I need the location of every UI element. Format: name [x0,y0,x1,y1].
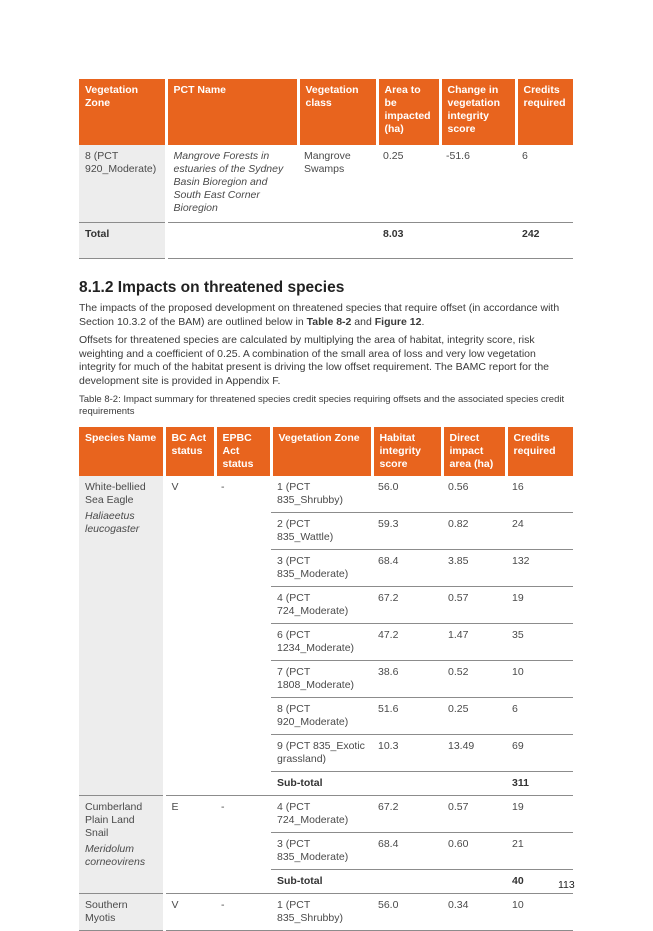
column-header: Vegetation Zone [79,79,166,145]
integrity-score-cell: 68.4 [372,550,442,587]
table-caption: Table 8-2: Impact summary for threatened species credit species requiring offsets and the associated species credit requirements [79,394,565,417]
vegetation-zone-cell: 3 (PCT 835_Moderate) [271,833,372,870]
offsets-paragraph: Offsets for threatened species are calculated by multiplying the area of habitat, integrity score, risk weighting and a coefficient of 0.25. A combination of the small area of loss and very low vegetation integrity for much of the habitat present is driving the low offset requirement. The BAMC report for the development site is provided in Appendix F. [79,334,550,387]
vegetation-zone-cell: 2 (PCT 835_Wattle) [271,513,372,550]
integrity-score-cell: 47.2 [372,624,442,661]
column-header: Vegetation class [298,79,377,145]
bc-status-cell: E [164,796,215,894]
vegetation-zone-cell: 4 (PCT 724_Moderate) [271,587,372,624]
credits-cell: 10 [506,661,573,698]
vegetation-zone-cell: 9 (PCT 835_Exotic grassland) [271,735,372,772]
credits-cell: 35 [506,624,573,661]
subtotal-credits: 40 [506,870,573,894]
vegetation-class-cell: Mangrove Swamps [298,145,377,222]
credits-cell: 19 [506,796,573,833]
total-area: 8.03 [377,222,440,258]
subtotal-label: Sub-total [271,772,372,796]
credits-cell: 69 [506,735,573,772]
impact-area-cell: 0.60 [442,833,506,870]
vegetation-zone-cell: 8 (PCT 920_Moderate) [271,698,372,735]
impact-area-cell: 13.49 [442,735,506,772]
total-credits: 242 [516,222,573,258]
integrity-score-cell: 51.6 [372,698,442,735]
impact-area-cell: 0.34 [442,894,506,931]
table-row [79,145,573,222]
vegetation-zone-cell: 4 (PCT 724_Moderate) [271,796,372,833]
impact-area-cell: 0.25 [442,698,506,735]
column-header: Area to be impacted (ha) [377,79,440,145]
column-header: Habitat integrity score [372,427,442,476]
section-heading: 8.1.2 Impacts on threatened species [79,279,345,296]
credits-cell: 24 [506,513,573,550]
total-row [79,222,573,258]
epbc-status-cell: - [215,476,271,796]
impact-area-cell: 0.56 [442,476,506,513]
integrity-score-cell: 68.4 [372,833,442,870]
species-credit-table [79,427,573,931]
integrity-score-cell: 67.2 [372,796,442,833]
column-header: Direct impact area (ha) [442,427,506,476]
table-row [79,796,573,833]
total-label: Total [79,222,166,258]
integrity-score-cell: 59.3 [372,513,442,550]
change-score-cell: -51.6 [440,145,516,222]
impact-area-cell: 3.85 [442,550,506,587]
table-header-row [79,79,573,145]
bc-status-cell: V [164,476,215,796]
column-header: Vegetation Zone [271,427,372,476]
table-reference-link: Table 8-2 [306,315,352,328]
impact-area-cell: 0.82 [442,513,506,550]
page-number: 113 [558,879,575,891]
vegetation-zone-cell: 7 (PCT 1808_Moderate) [271,661,372,698]
credits-cell: 19 [506,587,573,624]
vegetation-zone-cell: 6 (PCT 1234_Moderate) [271,624,372,661]
credits-cell: 6 [516,145,573,222]
table-row [79,476,573,513]
pct-name-cell: Mangrove Forests in estuaries of the Sydney Basin Bioregion and South East Corner Bioregion [166,145,298,222]
credits-cell: 10 [506,894,573,931]
column-header: EPBC Act status [215,427,271,476]
vegetation-zone-cell: 1 (PCT 835_Shrubby) [271,476,372,513]
vegetation-zone-cell: 3 (PCT 835_Moderate) [271,550,372,587]
bc-status-cell: V [164,894,215,931]
species-name-cell: Southern Myotis [79,894,164,931]
column-header: Change in vegetation integrity score [440,79,516,145]
impact-area-cell: 0.52 [442,661,506,698]
column-header: PCT Name [166,79,298,145]
subtotal-label: Sub-total [271,870,372,894]
column-header: Credits required [516,79,573,145]
credits-cell: 6 [506,698,573,735]
column-header: Credits required [506,427,573,476]
area-cell: 0.25 [377,145,440,222]
species-name-cell: Cumberland Plain Land Snail Meridolum corneovirens [79,796,164,894]
subtotal-credits: 311 [506,772,573,796]
vegetation-zone-cell: 8 (PCT 920_Moderate) [79,145,166,222]
figure-reference-link: Figure 12 [374,315,422,328]
table-row [79,894,573,931]
table-header-row [79,427,573,476]
integrity-score-cell: 38.6 [372,661,442,698]
integrity-score-cell: 56.0 [372,476,442,513]
epbc-status-cell: - [215,894,271,931]
credits-cell: 132 [506,550,573,587]
vegetation-zone-cell: 1 (PCT 835_Shrubby) [271,894,372,931]
column-header: BC Act status [164,427,215,476]
integrity-score-cell: 10.3 [372,735,442,772]
intro-paragraph: The impacts of the proposed development on threatened species that require offset (in accordance with Section 10.3.2 of the BAM) are outlined below in Table 8-2 and Figure 12. [79,302,560,328]
species-name-cell: White-bellied Sea Eagle Haliaeetus leucogaster [79,476,164,796]
vegetation-impacts-table [79,79,573,259]
integrity-score-cell: 67.2 [372,587,442,624]
credits-cell: 16 [506,476,573,513]
credits-cell: 21 [506,833,573,870]
impact-area-cell: 0.57 [442,796,506,833]
column-header: Species Name [79,427,164,476]
impact-area-cell: 0.57 [442,587,506,624]
epbc-status-cell: - [215,796,271,894]
integrity-score-cell: 56.0 [372,894,442,931]
impact-area-cell: 1.47 [442,624,506,661]
